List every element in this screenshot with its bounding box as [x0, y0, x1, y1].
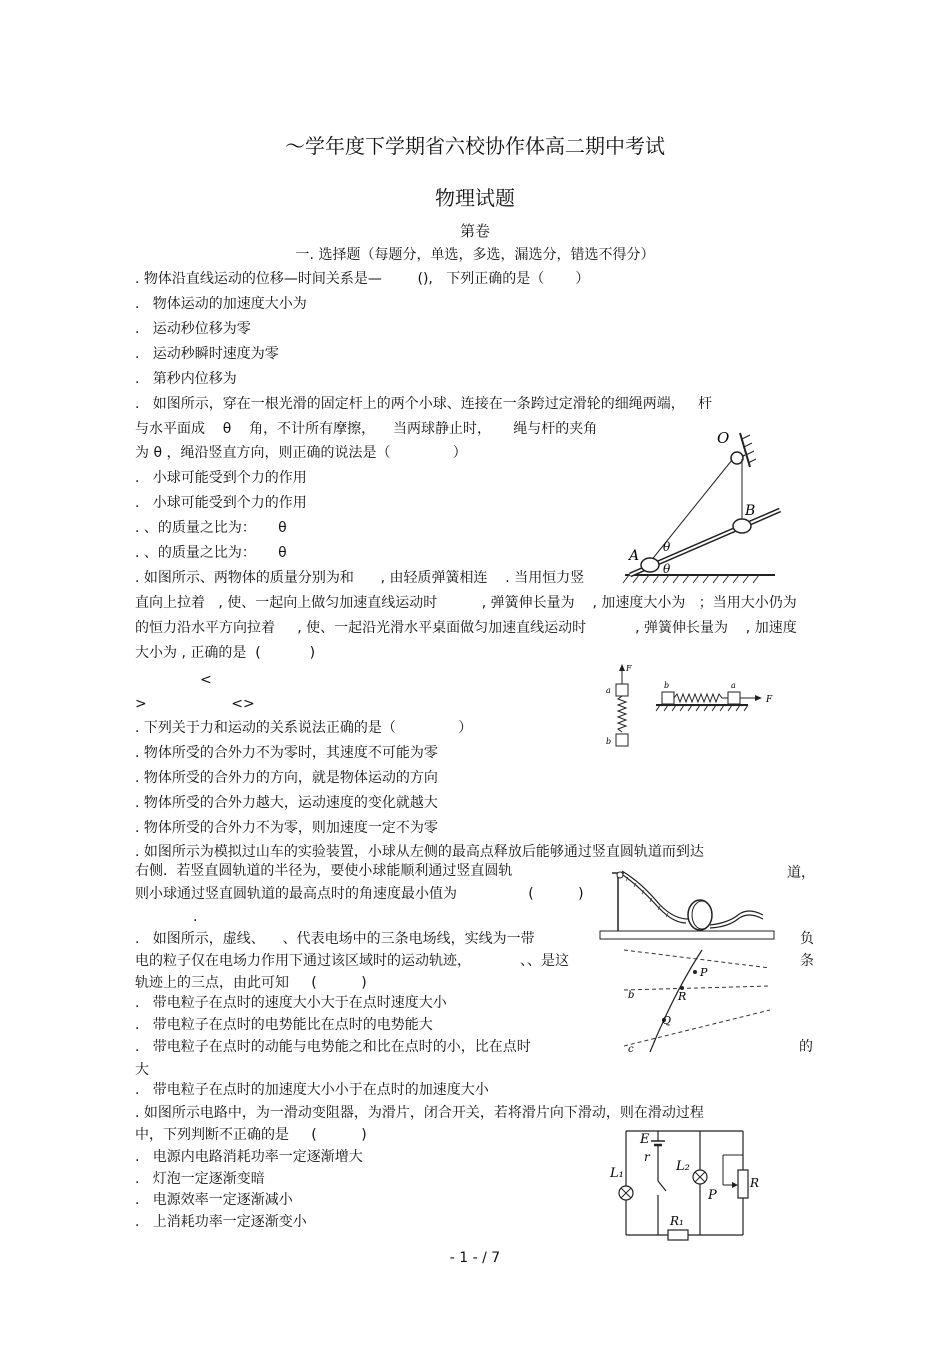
- pulley-incline-figure: [615, 425, 785, 590]
- label-a: a: [606, 686, 611, 695]
- section-heading: 一. 选择题（每题分，单选，多选，漏选分，错选不得分）: [295, 247, 655, 263]
- q5-line-end: 道，: [787, 865, 815, 881]
- label-F: F: [626, 664, 632, 673]
- q2-stem: 为 θ ，绳沿竖直方向，则正确的说法是（ ）: [135, 445, 467, 461]
- label-R: R: [750, 1176, 760, 1190]
- q1-option: . 第秒内位移为: [135, 371, 237, 387]
- label-theta: θ: [663, 562, 671, 576]
- q6-option: . 带电粒子在点时的速度大小大于在点时速度大小: [135, 995, 447, 1011]
- label-c: c: [628, 1044, 634, 1055]
- q3-stem: 大小为 , 正确的是 ( ): [135, 645, 316, 661]
- q7-option: . 灯泡一定逐渐变暗: [135, 1171, 265, 1187]
- q6-line-end: 条: [800, 953, 814, 969]
- q7-option: . 电源内电路消耗功率一定逐渐增大: [135, 1149, 363, 1165]
- volume-label: 第卷: [459, 222, 490, 240]
- q6-option: . 带电粒子在点时的电势能比在点时的电势能大: [135, 1017, 433, 1033]
- q4-option: . 物体所受的合外力不为零时，其速度不可能为零: [135, 745, 438, 761]
- label-O: O: [717, 429, 730, 447]
- label-a: a: [731, 681, 736, 690]
- label-E: E: [640, 1132, 650, 1147]
- label-F: F: [766, 695, 773, 705]
- roller-coaster-figure: [598, 865, 780, 950]
- q7-option: . 电源效率一定逐渐减小: [135, 1192, 293, 1208]
- exam-title: ～学年度下学期省六校协作体高二期中考试: [285, 134, 665, 158]
- q3-stem: 直向上拉着 , 使、一起向上做匀加速直线运动时 , 弹簧伸长量为 , 加速度大小为 ；当用大小仍为: [135, 595, 797, 611]
- q4-stem: . 下列关于力和运动的关系说法正确的是（ ）: [135, 720, 473, 736]
- q2-stem: . 如图所示，穿在一根光滑的固定杆上的两个小球、连接在一条跨过定滑轮的细绳两端， 杆: [135, 396, 713, 412]
- q4-option: . 物体所受的合外力越大，运动速度的变化就越大: [135, 795, 438, 811]
- spring-blocks-figure: [600, 662, 780, 752]
- q6-stem: 电的粒子仅在电场力作用下通过该区域时的运动轨迹， 、、是这: [135, 953, 569, 969]
- q6-option-wrap: 大: [135, 1062, 149, 1078]
- label-P: P: [700, 966, 708, 979]
- q6-option-end: 的: [799, 1039, 813, 1055]
- q1-stem: . 物体沿直线运动的位移—时间关系是— (), 下列正确的是（ ）: [135, 271, 590, 287]
- q5-stem: 右侧. 若竖直圆轨道的半径为，要使小球能顺利通过竖直圆轨: [135, 863, 513, 879]
- label-r: r: [644, 1150, 650, 1164]
- q2-option: . 、的质量之比为： θ: [135, 545, 287, 561]
- q6-stem: 轨迹上的三点，由此可知 ( ): [135, 975, 367, 991]
- page-number: - 1 - / 7: [449, 1250, 501, 1266]
- label-P: P: [708, 1188, 717, 1203]
- q7-stem: . 如图所示电路中，为一滑动变阻器，为滑片，闭合开关，若将滑片向下滑动，则在滑动过程: [135, 1105, 704, 1121]
- subject-title: 物理试题: [435, 186, 515, 210]
- q1-option: . 物体运动的加速度大小为: [135, 296, 307, 312]
- circuit-figure: [608, 1125, 760, 1243]
- label-Q: Q: [662, 1014, 672, 1027]
- label-b: b: [664, 681, 670, 690]
- q6-line-end: 负: [800, 931, 814, 947]
- q5-stem: . 如图所示为模拟过山车的实验装置，小球从左侧的最高点释放后能够通过竖直圆轨道而到达: [135, 844, 704, 860]
- label-theta: θ: [663, 540, 671, 554]
- q3-option: <: [200, 672, 212, 688]
- label-R: R: [678, 990, 687, 1003]
- q6-stem: . 如图所示，虚线、 、代表电场中的三条电场线，实线为一带: [135, 931, 535, 947]
- q7-stem: 中，下列判断不正确的是 ( ): [135, 1127, 367, 1143]
- q4-option: . 物体所受的合外力的方向，就是物体运动的方向: [135, 770, 438, 786]
- label-b: b: [606, 737, 612, 746]
- q5-dot: .: [193, 909, 198, 925]
- q7-option: . 上消耗功率一定逐渐变小: [135, 1214, 307, 1230]
- q1-option: . 运动秒位移为零: [135, 321, 251, 337]
- label-B: B: [745, 503, 756, 519]
- label-L2: L₂: [676, 1159, 690, 1174]
- q2-option: . 、的质量之比为： θ: [135, 520, 287, 536]
- label-A: A: [629, 548, 640, 564]
- q1-option: . 运动秒瞬时速度为零: [135, 346, 279, 362]
- q6-option: . 带电粒子在点时的加速度大小小于在点时的加速度大小: [135, 1082, 489, 1098]
- label-R1: R₁: [670, 1214, 684, 1228]
- q2-option: . 小球可能受到个力的作用: [135, 495, 307, 511]
- q5-stem: 则小球通过竖直圆轨道的最高点时的角速度最小值为 ( ): [135, 886, 584, 902]
- label-b: b: [628, 990, 635, 1001]
- q3-stem: 的恒力沿水平方向拉着 , 使、一起沿光滑水平桌面做匀加速直线运动时 , 弹簧伸长量为 , 加速度: [135, 620, 797, 636]
- q3-option: > <>: [135, 696, 255, 712]
- q2-option: . 小球可能受到个力的作用: [135, 470, 307, 486]
- q4-option: . 物体所受的合外力不为零，则加速度一定不为零: [135, 820, 438, 836]
- q3-stem: . 如图所示、两物体的质量分别为和 , 由轻质弹簧相连 . 当用恒力竖: [135, 570, 585, 586]
- q6-option: . 带电粒子在点时的动能与电势能之和比在点时的小，比在点时: [135, 1039, 531, 1055]
- label-L1: L₁: [610, 1166, 624, 1181]
- q2-stem: 与水平面成 θ 角，不计所有摩擦， 当两球静止时， 绳与杆的夹角: [135, 421, 598, 437]
- electric-field-figure: [622, 948, 772, 1058]
